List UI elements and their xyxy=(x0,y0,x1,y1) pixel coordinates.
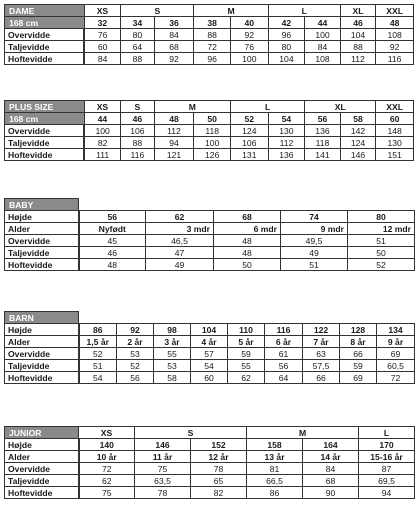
age-value: 9 år xyxy=(377,336,415,348)
size-number: 58 xyxy=(340,113,376,125)
cell: 48 xyxy=(214,247,281,259)
size-number: 36 xyxy=(154,17,194,29)
table-row xyxy=(5,53,414,65)
cell: 142 xyxy=(340,125,376,137)
cell: 96 xyxy=(194,53,231,65)
cell: 81 xyxy=(247,463,303,475)
cell: 124 xyxy=(230,125,268,137)
cell: 80 xyxy=(268,41,305,53)
cell: 82 xyxy=(191,487,247,499)
cell: 76 xyxy=(230,41,268,53)
table-row xyxy=(5,360,415,372)
cell: 78 xyxy=(135,487,191,499)
plus-size-table xyxy=(4,100,414,161)
cell: 94 xyxy=(154,137,194,149)
cell: 106 xyxy=(121,125,154,137)
cell: 111 xyxy=(84,149,121,161)
cell: 88 xyxy=(121,53,154,65)
size-number: 34 xyxy=(121,17,154,29)
age-value: 6 år xyxy=(265,336,303,348)
cell: 53 xyxy=(117,348,154,360)
table-row xyxy=(5,348,415,360)
age-value: 4 år xyxy=(191,336,228,348)
table-row xyxy=(5,247,415,259)
height-value: 86 xyxy=(79,324,117,336)
cell: 104 xyxy=(340,29,376,41)
cell: 51 xyxy=(348,235,415,247)
cell: 126 xyxy=(194,149,231,161)
cell: 57,5 xyxy=(303,360,340,372)
size-group: XL xyxy=(305,101,376,113)
size-group: S xyxy=(135,427,247,439)
row-label: Overvidde xyxy=(5,29,85,41)
cell: 116 xyxy=(121,149,154,161)
age-value: 3 år xyxy=(154,336,191,348)
cell: 84 xyxy=(305,41,341,53)
cell: 46 xyxy=(79,247,146,259)
age-value: 13 år xyxy=(247,451,303,463)
cell: 55 xyxy=(228,360,265,372)
age-value: 12 år xyxy=(191,451,247,463)
cell: 63,5 xyxy=(135,475,191,487)
table-row xyxy=(5,475,415,487)
row-label: Taljevidde xyxy=(5,137,85,149)
row-label: Overvidde xyxy=(5,125,85,137)
cell: 66 xyxy=(303,372,340,384)
cell: 52 xyxy=(117,360,154,372)
row-label: Overvidde xyxy=(5,463,79,475)
age-value: 10 år xyxy=(79,451,135,463)
cell: 45 xyxy=(79,235,146,247)
dame-title: DAME xyxy=(5,5,85,17)
cell: 112 xyxy=(154,125,194,137)
table-row xyxy=(5,137,414,149)
size-group: L xyxy=(230,101,304,113)
cell: 148 xyxy=(376,125,414,137)
size-group: M xyxy=(194,5,268,17)
size-number: 60 xyxy=(376,113,414,125)
cell: 84 xyxy=(154,29,194,41)
height-value: 152 xyxy=(191,439,247,451)
cell: 94 xyxy=(359,487,415,499)
height-value: 128 xyxy=(340,324,377,336)
height-value: 104 xyxy=(191,324,228,336)
cell: 106 xyxy=(230,137,268,149)
cell: 75 xyxy=(135,463,191,475)
cell: 90 xyxy=(303,487,359,499)
age-label: Alder xyxy=(5,223,79,235)
cell: 72 xyxy=(79,463,135,475)
height-value: 146 xyxy=(135,439,191,451)
cell: 60 xyxy=(84,41,121,53)
baby-title: BABY xyxy=(5,199,79,211)
cell: 57 xyxy=(191,348,228,360)
cell: 68 xyxy=(154,41,194,53)
cell: 51 xyxy=(281,259,348,271)
cell: 100 xyxy=(84,125,121,137)
table-row xyxy=(5,259,415,271)
height-label: Højde xyxy=(5,324,79,336)
row-label: Taljevidde xyxy=(5,247,79,259)
cell: 130 xyxy=(376,137,414,149)
size-number: 52 xyxy=(230,113,268,125)
age-value: 3 mdr xyxy=(146,223,214,235)
cell: 124 xyxy=(340,137,376,149)
size-number: 40 xyxy=(230,17,268,29)
cell: 88 xyxy=(194,29,231,41)
cell: 62 xyxy=(228,372,265,384)
size-group: L xyxy=(359,427,415,439)
row-label: Hoftevidde xyxy=(5,372,79,384)
row-label: Taljevidde xyxy=(5,41,85,53)
height-value: 158 xyxy=(247,439,303,451)
cell: 116 xyxy=(376,53,414,65)
cell: 48 xyxy=(214,235,281,247)
age-value: 15-16 år xyxy=(359,451,415,463)
cell: 82 xyxy=(84,137,121,149)
cell: 88 xyxy=(121,137,154,149)
row-label: Taljevidde xyxy=(5,475,79,487)
row-label: Hoftevidde xyxy=(5,259,79,271)
cell: 96 xyxy=(268,29,305,41)
age-value: 9 mdr xyxy=(281,223,348,235)
cell: 92 xyxy=(376,41,414,53)
cell: 52 xyxy=(79,348,117,360)
age-value: 1,5 år xyxy=(79,336,117,348)
table-row xyxy=(5,487,415,499)
cell: 52 xyxy=(348,259,415,271)
cell: 88 xyxy=(340,41,376,53)
cell: 59 xyxy=(340,360,377,372)
cell: 141 xyxy=(305,149,341,161)
cell: 63 xyxy=(303,348,340,360)
cell: 108 xyxy=(305,53,341,65)
row-label: Hoftevidde xyxy=(5,53,85,65)
table-row xyxy=(5,149,414,161)
cell: 61 xyxy=(265,348,303,360)
size-number: 48 xyxy=(154,113,194,125)
cell: 76 xyxy=(84,29,121,41)
cell: 118 xyxy=(305,137,341,149)
cell: 72 xyxy=(194,41,231,53)
cell: 130 xyxy=(268,125,305,137)
cell: 51 xyxy=(79,360,117,372)
cell: 86 xyxy=(247,487,303,499)
age-label: Alder xyxy=(5,451,79,463)
size-number: 44 xyxy=(305,17,341,29)
barn-size-table xyxy=(4,311,414,384)
cell: 146 xyxy=(340,149,376,161)
height-value: 80 xyxy=(348,211,415,223)
cell: 60 xyxy=(191,372,228,384)
size-number: 50 xyxy=(194,113,231,125)
cell: 75 xyxy=(79,487,135,499)
cell: 48 xyxy=(79,259,146,271)
age-value: 6 mdr xyxy=(214,223,281,235)
height-value: 122 xyxy=(303,324,340,336)
size-number: 54 xyxy=(268,113,305,125)
cell: 100 xyxy=(194,137,231,149)
size-number: 48 xyxy=(376,17,414,29)
height-label: Højde xyxy=(5,439,79,451)
cell: 131 xyxy=(230,149,268,161)
cell: 136 xyxy=(305,125,341,137)
height-value: 56 xyxy=(79,211,146,223)
cell: 121 xyxy=(154,149,194,161)
cell: 49,5 xyxy=(281,235,348,247)
row-label: Overvidde xyxy=(5,235,79,247)
age-value: 11 år xyxy=(135,451,191,463)
size-group: XL xyxy=(340,5,376,17)
cell: 112 xyxy=(340,53,376,65)
age-value: 2 år xyxy=(117,336,154,348)
height-value: 140 xyxy=(79,439,135,451)
cell: 49 xyxy=(146,259,214,271)
cell: 50 xyxy=(348,247,415,259)
size-number: 42 xyxy=(268,17,305,29)
junior-size-table xyxy=(4,426,414,499)
size-number: 46 xyxy=(340,17,376,29)
plus-title: PLUS SIZE xyxy=(5,101,85,113)
size-group: M xyxy=(247,427,359,439)
height-value: 68 xyxy=(214,211,281,223)
table-row xyxy=(5,29,414,41)
height-value: 62 xyxy=(146,211,214,223)
table-row xyxy=(5,125,414,137)
cell: 53 xyxy=(154,360,191,372)
cell: 56 xyxy=(265,360,303,372)
cell: 54 xyxy=(79,372,117,384)
baby-title-spacer xyxy=(79,199,415,211)
height-value: 134 xyxy=(377,324,415,336)
size-number: 46 xyxy=(121,113,154,125)
age-label: Alder xyxy=(5,336,79,348)
cell: 92 xyxy=(230,29,268,41)
cell: 84 xyxy=(303,463,359,475)
cell: 80 xyxy=(121,29,154,41)
height-value: 74 xyxy=(281,211,348,223)
cell: 47 xyxy=(146,247,214,259)
age-value: Nyfødt xyxy=(79,223,146,235)
cell: 104 xyxy=(268,53,305,65)
cell: 69 xyxy=(340,372,377,384)
size-group: M xyxy=(154,101,230,113)
cell: 59 xyxy=(228,348,265,360)
cell: 87 xyxy=(359,463,415,475)
height-label: Højde xyxy=(5,211,79,223)
cell: 64 xyxy=(121,41,154,53)
dame-height: 168 cm xyxy=(5,17,85,29)
cell: 66 xyxy=(340,348,377,360)
cell: 92 xyxy=(154,53,194,65)
size-number: 32 xyxy=(84,17,121,29)
cell: 100 xyxy=(305,29,341,41)
cell: 65 xyxy=(191,475,247,487)
age-value: 5 år xyxy=(228,336,265,348)
cell: 68 xyxy=(303,475,359,487)
cell: 64 xyxy=(265,372,303,384)
dame-size-table xyxy=(4,4,414,65)
cell: 108 xyxy=(376,29,414,41)
cell: 55 xyxy=(154,348,191,360)
junior-title: JUNIOR xyxy=(5,427,79,439)
age-value: 8 år xyxy=(340,336,377,348)
cell: 69 xyxy=(377,348,415,360)
height-value: 116 xyxy=(265,324,303,336)
table-row xyxy=(5,372,415,384)
age-value: 12 mdr xyxy=(348,223,415,235)
cell: 62 xyxy=(79,475,135,487)
cell: 54 xyxy=(191,360,228,372)
size-group: S xyxy=(121,5,194,17)
row-label: Hoftevidde xyxy=(5,487,79,499)
age-value: 7 år xyxy=(303,336,340,348)
size-group: XS xyxy=(79,427,135,439)
size-group: XXL xyxy=(376,101,414,113)
size-number: 44 xyxy=(84,113,121,125)
cell: 151 xyxy=(376,149,414,161)
size-group: L xyxy=(268,5,340,17)
barn-title: BARN xyxy=(5,312,79,324)
size-group: XS xyxy=(84,101,121,113)
cell: 58 xyxy=(154,372,191,384)
cell: 60,5 xyxy=(377,360,415,372)
cell: 136 xyxy=(268,149,305,161)
cell: 69,5 xyxy=(359,475,415,487)
cell: 78 xyxy=(191,463,247,475)
size-number: 56 xyxy=(305,113,341,125)
cell: 50 xyxy=(214,259,281,271)
size-group: XS xyxy=(84,5,121,17)
cell: 66,5 xyxy=(247,475,303,487)
cell: 56 xyxy=(117,372,154,384)
cell: 118 xyxy=(194,125,231,137)
height-value: 170 xyxy=(359,439,415,451)
barn-title-spacer xyxy=(79,312,415,324)
table-row xyxy=(5,235,415,247)
size-group: XXL xyxy=(376,5,414,17)
cell: 100 xyxy=(230,53,268,65)
cell: 72 xyxy=(377,372,415,384)
table-row xyxy=(5,463,415,475)
table-row xyxy=(5,41,414,53)
cell: 49 xyxy=(281,247,348,259)
height-value: 98 xyxy=(154,324,191,336)
height-value: 92 xyxy=(117,324,154,336)
row-label: Taljevidde xyxy=(5,360,79,372)
row-label: Overvidde xyxy=(5,348,79,360)
cell: 46,5 xyxy=(146,235,214,247)
height-value: 164 xyxy=(303,439,359,451)
row-label: Hoftevidde xyxy=(5,149,85,161)
size-group: S xyxy=(121,101,154,113)
baby-size-table xyxy=(4,198,414,271)
cell: 84 xyxy=(84,53,121,65)
plus-height: 168 cm xyxy=(5,113,85,125)
height-value: 110 xyxy=(228,324,265,336)
cell: 112 xyxy=(268,137,305,149)
age-value: 14 år xyxy=(303,451,359,463)
size-number: 38 xyxy=(194,17,231,29)
